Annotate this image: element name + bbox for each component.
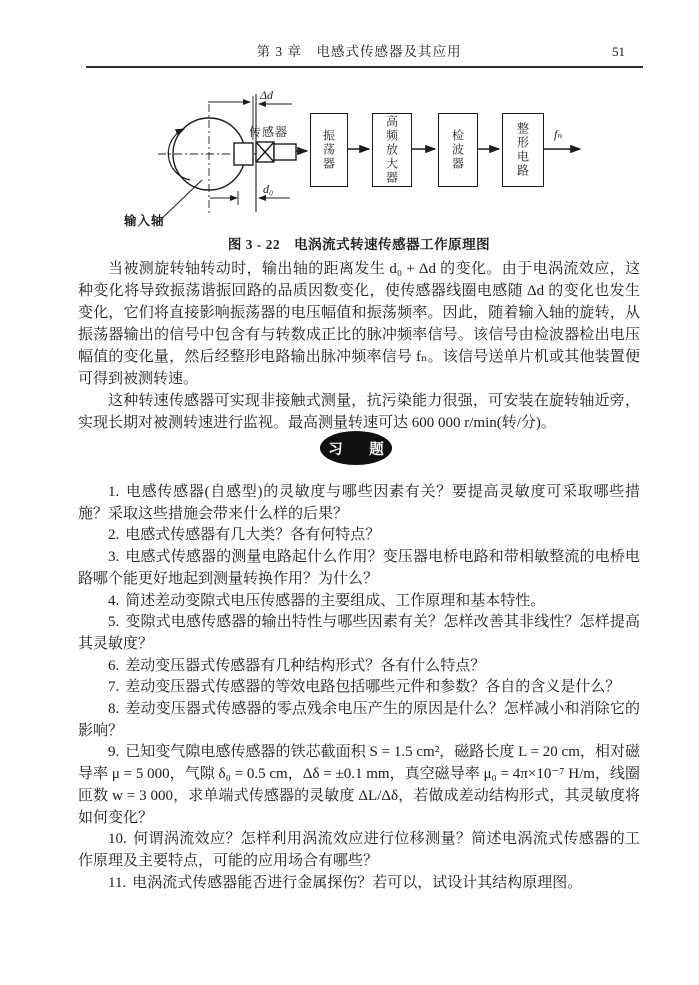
exercise-number: 8. (108, 701, 120, 718)
exercise-number: 6. (108, 657, 120, 674)
exercises-heading-badge: 习 题 (320, 431, 392, 465)
exercise-text: 何谓涡流效应？怎样利用涡流效应进行位移测量？简述电涡流式传感器的工作原理及主要特点，可能的应用场合有哪些？ (78, 831, 640, 869)
exercise-number: 7. (108, 679, 120, 696)
exercise-text: 差动变压器式传感器的等效电路包括哪些元件和参数？各自的含义是什么？ (125, 679, 621, 696)
block-hf-amplifier: 高频放大器 (372, 113, 412, 187)
figure-caption: 图 3 - 22 电涡流式转速传感器工作原理图 (227, 237, 491, 252)
exercise-item (78, 656, 640, 678)
exercise-item (78, 525, 640, 547)
label-input-shaft: 输入轴 (124, 214, 165, 228)
rotation-arrow (168, 129, 190, 180)
block-oscillator: 振荡器 (310, 113, 348, 187)
page-number: 51 (612, 44, 625, 59)
exercise-number: 5. (108, 614, 120, 631)
exercise-item (78, 547, 640, 590)
label-d0: d₀ (263, 182, 274, 196)
exercise-number: 11. (108, 874, 127, 891)
exercise-text: 电涡流式传感器能否进行金属探伤？若可以，试设计其结构原理图。 (132, 874, 583, 891)
exercise-item (78, 699, 640, 742)
exercise-number: 3. (108, 549, 120, 566)
block-shaping-circuit: 整形电路 (502, 113, 544, 187)
exercise-item (78, 742, 640, 829)
running-head-chapter-title: 第 3 章 电感式传感器及其应用 (256, 44, 462, 59)
disc-tab (234, 143, 253, 165)
exercise-item (78, 612, 640, 655)
exercise-number: 4. (108, 592, 120, 609)
exercise-item (78, 677, 640, 699)
exercise-item (78, 482, 640, 525)
probe-body (274, 144, 296, 160)
paragraph-1: 当被测旋转轴转动时，输出轴的距离发生 d₀ + Δd 的变化。由于电涡流效应，这种变化将导致振荡谐振回路的品质因数变化，使传感器线圈电感随 Δd 的变化也发生变化，它们将直接影响振荡器的电压幅值和振荡频率。因此，随着输入轴的旋转，从振荡器输出的信号中包含有与转数成正比的脉冲频率信号。该信号由检波器检出电压幅值的变化量，然后经整形电路输出脉冲频率信号 fₙ。该信号送单片机或其他装置便可得到被测转速。 (78, 261, 640, 387)
exercise-text: 已知变气隙电感传感器的铁芯截面积 S = 1.5 cm²，磁路长度 L = 20 cm，相对磁导率 μ = 5 000，气隙 δ₀ = 0.5 cm，Δδ = ±0.1 mm，真空磁导率 μ₀ = 4π×10⁻⁷ H/m，线圈匝数 w = 3 000，求单端式传感器的灵敏度 ΔL/Δδ，若做成差动结构形式，其灵敏度将如何变化？ (78, 744, 640, 826)
exercise-text: 差动变压器式传感器有几种结构形式？各有什么特点？ (125, 657, 486, 674)
exercise-number: 2. (108, 527, 120, 544)
label-delta-d: Δd (260, 88, 274, 102)
exercise-text: 简述差动变隙式电压传感器的主要组成、工作原理和基本特性。 (125, 592, 546, 609)
exercise-text: 变隙式电感传感器的输出特性与哪些因素有关？怎样改善其非线性？怎样提高其灵敏度？ (78, 614, 640, 652)
paragraph-2: 这种转速传感器可实现非接触式测量，抗污染能力很强，可安装在旋转轴近旁，实现长期对被测转速进行监视。最高测量转速可达 600 000 r/min(转/分)。 (78, 393, 640, 431)
exercise-text: 电感式传感器的测量电路起什么作用？变压器电桥电路和带相敏整流的电桥电路哪个能更好地起到测量转换作用？为什么？ (78, 549, 640, 587)
body-text (78, 258, 640, 434)
exercise-number: 10. (108, 831, 127, 848)
label-output-frequency: fₙ (554, 127, 563, 141)
exercise-number: 9. (108, 744, 120, 761)
exercises-list (78, 482, 640, 894)
exercise-item (78, 873, 640, 895)
exercise-text: 电感式传感器有几大类？各有何特点？ (125, 527, 381, 544)
exercise-item (78, 829, 640, 872)
label-sensor: 传感器 (249, 125, 289, 139)
exercise-text: 电感传感器(自感型)的灵敏度与哪些因素有关？要提高灵敏度可采取哪些措施？采取这些措施会带来什么样的后果？ (78, 484, 640, 522)
exercise-number: 1. (108, 484, 120, 500)
header-rule (86, 66, 643, 68)
exercise-text: 差动变压器式传感器的零点残余电压产生的原因是什么？怎样减小和消除它的影响？ (78, 701, 640, 739)
block-detector: 检波器 (438, 113, 478, 187)
exercise-item (78, 591, 640, 613)
